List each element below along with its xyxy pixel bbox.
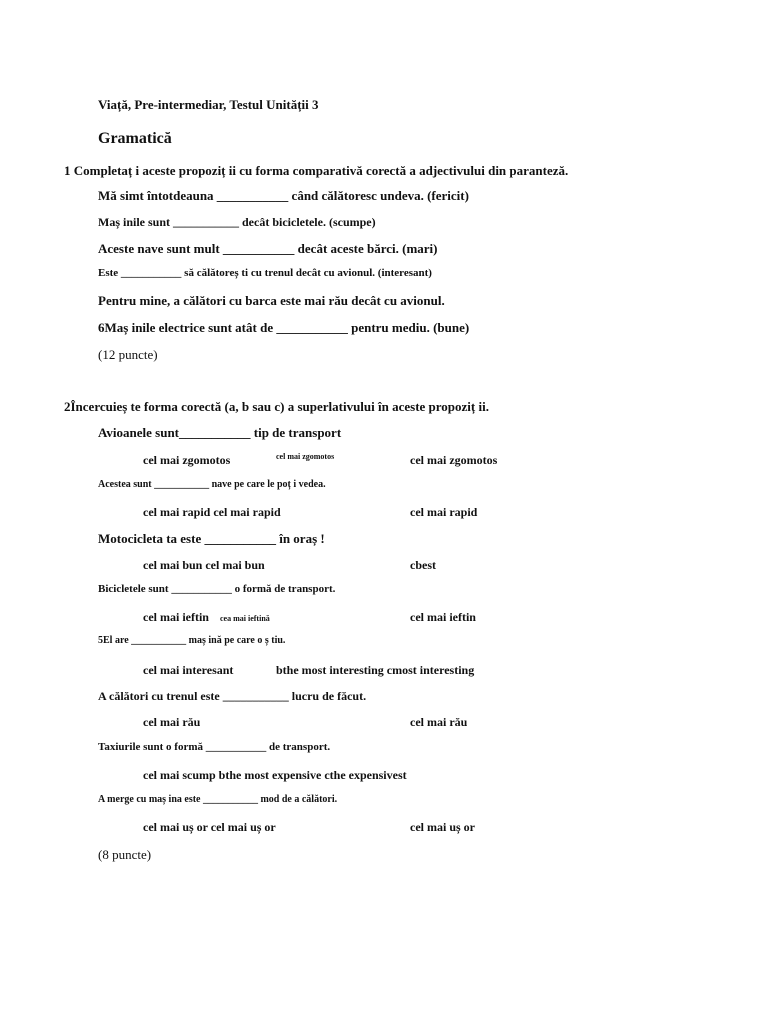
exercise2-question-2: Acestea sunt ___________ nave pe care le poț i vedea. xyxy=(98,479,326,490)
q7-options-abc: cel mai scump bthe most expensive cthe expensivest xyxy=(143,768,407,782)
exercise1-instruction: 1 Completaț i aceste propoziț ii cu forma comparativă corectă a adjectivului din paranteză. xyxy=(64,163,569,178)
exercise2-points: (8 puncte) xyxy=(98,847,152,862)
exercise1-points: (12 puncte) xyxy=(98,347,158,362)
q8-options-ab: cel mai uș or cel mai uș or xyxy=(143,820,276,834)
q5-options-bc: bthe most interesting cmost interesting xyxy=(276,663,475,677)
q1-option-a: cel mai zgomotos xyxy=(143,453,231,467)
q6-option-a: cel mai rău xyxy=(143,715,201,729)
exercise1-item-6: 6Maș inile electrice sunt atât de ___________ pentru mediu. (bune) xyxy=(98,320,470,335)
exercise1-item-2: Maș inile sunt ___________ decât bicicletele. (scumpe) xyxy=(98,215,376,229)
exercise2-question-8: A merge cu maș ina este ___________ mod de a călători. xyxy=(98,794,338,805)
q2-options-ab: cel mai rapid cel mai rapid xyxy=(143,505,281,519)
exercise2-instruction: 2Încercuieș te forma corectă (a, b sau c) a superlativului în aceste propoziț ii. xyxy=(64,399,489,414)
q3-options-ab: cel mai bun cel mai bun xyxy=(143,558,265,572)
q4-option-a: cel mai ieftin xyxy=(143,610,209,624)
q1-option-b: cel mai zgomotos xyxy=(276,452,335,461)
exercise2-question-1: Avioanele sunt___________ tip de transport xyxy=(98,425,342,440)
exercise1-item-1: Mă simt întotdeauna ___________ când călătoresc undeva. (fericit) xyxy=(98,188,469,203)
document-title: Viață, Pre-intermediar, Testul Unității 3 xyxy=(98,97,319,112)
q3-option-c: cbest xyxy=(410,558,436,572)
exercise1-item-4: Este ___________ să călătoreș ti cu trenul decât cu avionul. (interesant) xyxy=(98,267,432,279)
q1-option-c: cel mai zgomotos xyxy=(410,453,498,467)
exercise2-question-3: Motocicleta ta este ___________ în oraș ! xyxy=(98,531,325,546)
exercise2-question-4: Bicicletele sunt ___________ o formă de transport. xyxy=(98,583,336,595)
q4-option-c: cel mai ieftin xyxy=(410,610,476,624)
q4-option-b: cea mai ieftină xyxy=(220,614,270,623)
exercise1-item-3: Aceste nave sunt mult ___________ decât aceste bărci. (mari) xyxy=(98,241,438,256)
exercise1-item-5: Pentru mine, a călători cu barca este mai rău decât cu avionul. xyxy=(98,293,445,308)
q6-option-c: cel mai rău xyxy=(410,715,468,729)
exercise2-question-6: A călători cu trenul este ___________ lucru de făcut. xyxy=(98,689,367,703)
q8-option-c: cel mai uș or xyxy=(410,820,475,834)
q2-option-c: cel mai rapid xyxy=(410,505,478,519)
section-heading: Gramatică xyxy=(98,130,172,147)
exercise2-question-7: Taxiurile sunt o formă ___________ de transport. xyxy=(98,741,331,753)
q5-option-a: cel mai interesant xyxy=(143,663,234,677)
exercise2-question-5: 5El are ___________ maș ină pe care o ș tiu. xyxy=(98,635,286,646)
